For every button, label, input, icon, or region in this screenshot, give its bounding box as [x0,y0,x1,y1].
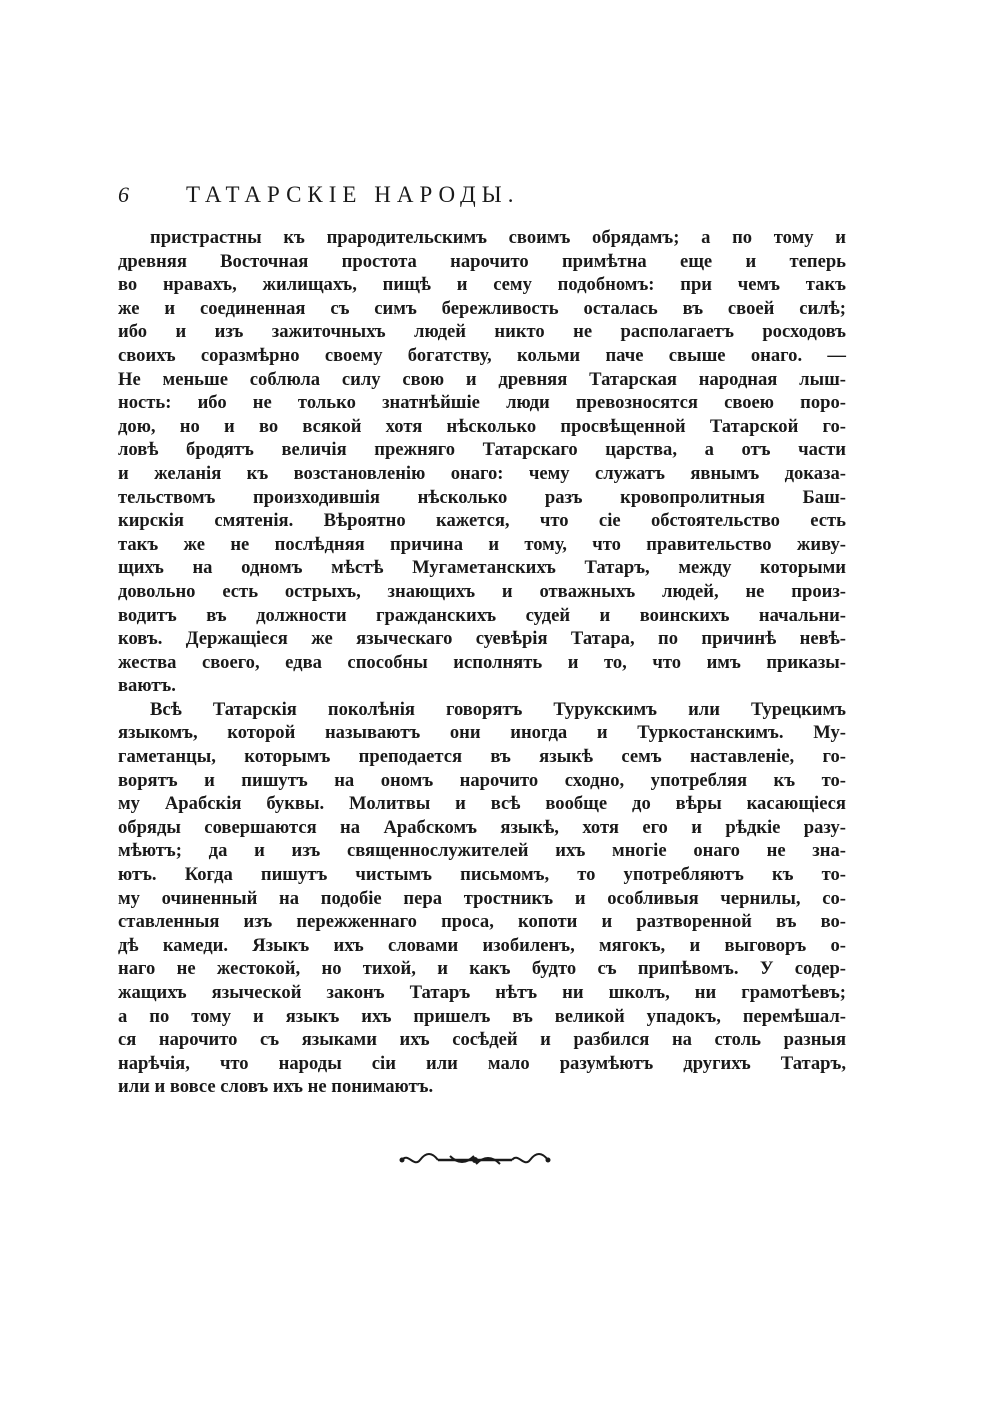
running-title: ТАТАРСКІЕ НАРОДЫ. [186,182,520,207]
text-line: наго не жестокой, но тихой, и какъ будто съ припѣвомъ. У содер- [118,958,846,980]
text-line: ваютъ. [118,675,176,697]
text-line: ся нарочито съ языками ихъ сосѣдей и разбился на столь разныя [118,1029,846,1051]
text-line: пристрастны къ прародительскимъ своимъ обрядамъ; а по тому и [150,227,846,248]
text-line: или и вовсе словъ ихъ не понимаютъ. [118,1076,434,1098]
text-line: му Арабскія буквы. Молитвы и всѣ вообще до вѣры касающіеся [118,793,846,815]
text-line: нарѣчія, что народы сіи или мало разумѣютъ другихъ Татаръ, [118,1052,846,1074]
text-line: водитъ въ должности гражданскихъ судей и воинскихъ начальни- [118,604,846,626]
text-line: ютъ. Когда пишутъ чистымъ письмомъ, то употребляютъ къ то- [118,864,846,886]
text-line: ставленныя изъ пережженнаго проса, копоти и разтворенной въ во- [118,911,846,933]
text-line: дѣ камеди. Языкъ ихъ словами изобиленъ, мягокъ, и выговоръ о- [118,934,846,956]
text-line: дою, но и во всякой хотя нѣсколько просвѣщенной Татарской го- [118,415,846,437]
text-line: ворятъ и пишутъ на ономъ нарочито сходно, употребляя къ то- [118,769,846,791]
text-line: мѣютъ; да и изъ священнослужителей ихъ многіе онаго не зна- [118,840,846,862]
decorative-tailpiece-icon [398,1150,552,1170]
paragraph-2 [118,698,846,1099]
text-line: Не меньше соблюла силу свою и древняя Татарская народная лыш- [118,368,846,390]
text-line: кирскія смятенія. Вѣроятно кажется, что сіе обстоятельство есть [118,510,846,532]
text-line: такъ же не послѣдняя причина и тому, что правительство живу- [118,533,846,555]
page-header [118,182,850,212]
text-line: древняя Восточная простота нарочито примѣтна еще и теперь [118,250,846,272]
text-line: своихъ соразмѣрно своему богатству, кольми паче свыше онаго. — [118,344,846,366]
text-line: же и соединенная съ симъ бережливость осталась въ своей силѣ; [118,297,846,319]
text-line: ибо и изъ зажиточныхъ людей никто не располагаетъ росходовъ [118,321,846,343]
page-body [118,226,846,1099]
text-line: а по тому и языкъ ихъ пришелъ въ великой упадокъ, перемѣшал- [118,1005,846,1027]
text-line: му очиненный на подобіе пера тростникъ и особливыя чернилы, со- [118,887,846,909]
text-line: ность: ибо не только знатнѣйшіе люди превозносятся своею поро- [118,392,846,414]
text-line: во нравахъ, жилищахъ, пищѣ и сему подобномъ: при чемъ такъ [118,274,846,296]
text-line: обряды совершаются на Арабскомъ языкѣ, хотя его и рѣдкіе разу- [118,816,846,838]
text-line: и желанія къ возстановленію онаго: чему служатъ явнымъ доказа- [118,462,846,484]
text-line: жащихъ языческой законъ Татаръ нѣтъ ни школъ, ни грамотѣевъ; [118,982,846,1003]
text-line: Всѣ Татарскія поколѣнія говорятъ Турукскимъ или Турецкимъ [150,698,846,720]
text-line: жества своего, едва способны исполнять и то, что имъ приказы- [118,651,846,673]
paragraph-1 [118,226,846,698]
text-line: тельствомъ произходившія нѣсколько разъ кровопролитныя Баш- [118,486,846,508]
text-line: гаметанцы, которымъ преподается въ языкѣ семъ наставленіе, го- [118,746,846,768]
text-line: щихъ на одномъ мѣстѣ Мугаметанскихъ Татаръ, между которыми [118,557,846,579]
text-line: языкомъ, которой называютъ они иногда и Туркостанскимъ. Му- [118,722,846,744]
page-number: 6 [118,182,129,207]
text-line: довольно есть острыхъ, знающихъ и отважныхъ людей, не произ- [118,580,846,602]
text-line: ковъ. Держащіеся же языческаго суевѣрія Татара, по причинѣ невѣ- [118,628,846,650]
text-line: ловѣ бродятъ величія прежняго Татарскаго царства, а отъ части [118,439,846,461]
